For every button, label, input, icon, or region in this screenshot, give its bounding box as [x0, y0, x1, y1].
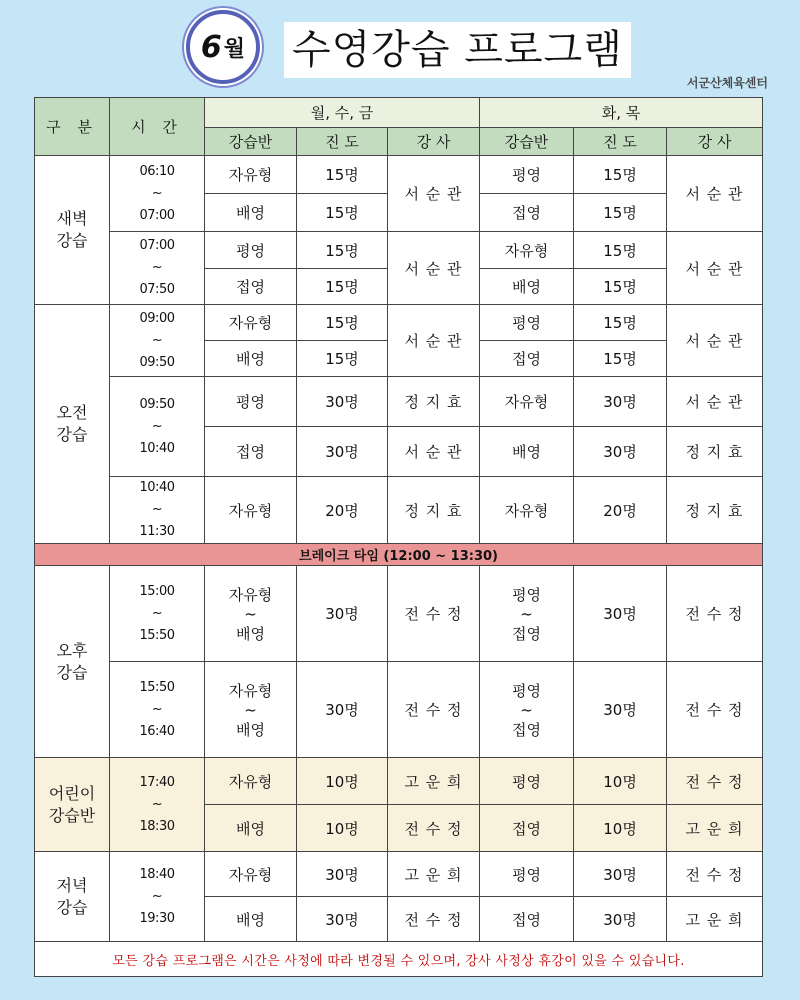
- header-time: 시 간: [110, 98, 205, 156]
- time-slot: 09:00 ~ 09:50: [110, 305, 205, 377]
- section-morning: 오전 강습: [35, 305, 110, 544]
- table-row: [35, 852, 763, 897]
- mwf-instructor: 서 순 관: [388, 156, 480, 232]
- mwf-class: 자유형: [205, 758, 297, 805]
- mwf-level: 15명: [297, 341, 388, 377]
- tt-class: 자유형: [480, 477, 574, 544]
- header-mwf-instructor: 강 사: [388, 128, 480, 156]
- header-mwf-level: 진 도: [297, 128, 388, 156]
- tt-level: 20명: [574, 477, 667, 544]
- tt-instructor: 서 순 관: [667, 232, 763, 305]
- mwf-class: 평영: [205, 232, 297, 269]
- mwf-instructor: 서 순 관: [388, 427, 480, 477]
- tt-level: 10명: [574, 805, 667, 852]
- time-slot: 15:00 ~ 15:50: [110, 566, 205, 662]
- tt-level: 30명: [574, 852, 667, 897]
- notice-row: [35, 942, 763, 977]
- tt-class: 평영: [480, 758, 574, 805]
- tt-instructor: 전 수 정: [667, 758, 763, 805]
- mwf-class: 자유형: [205, 477, 297, 544]
- mwf-class: 배영: [205, 341, 297, 377]
- tt-class: 배영: [480, 427, 574, 477]
- tt-class: 자유형: [480, 377, 574, 427]
- table-row: [35, 758, 763, 805]
- section-evening: 저녁 강습: [35, 852, 110, 942]
- table-row: [35, 566, 763, 662]
- header-tt-instructor: 강 사: [667, 128, 763, 156]
- tt-level: 30명: [574, 377, 667, 427]
- table-row: [35, 377, 763, 427]
- time-slot: 06:10 ~ 07:00: [110, 156, 205, 232]
- mwf-level: 10명: [297, 805, 388, 852]
- tt-instructor: 전 수 정: [667, 662, 763, 758]
- tt-class: 평영 ~ 접영: [480, 566, 574, 662]
- tt-instructor: 고 운 희: [667, 805, 763, 852]
- tt-class: 평영 ~ 접영: [480, 662, 574, 758]
- header-tt-level: 진 도: [574, 128, 667, 156]
- mwf-class: 배영: [205, 194, 297, 232]
- mwf-instructor: 전 수 정: [388, 897, 480, 942]
- tt-level: 15명: [574, 156, 667, 194]
- time-slot: 15:50 ~ 16:40: [110, 662, 205, 758]
- tt-instructor: 서 순 관: [667, 377, 763, 427]
- mwf-instructor: 서 순 관: [388, 305, 480, 377]
- time-slot: 10:40 ~ 11:30: [110, 477, 205, 544]
- mwf-class: 접영: [205, 269, 297, 305]
- mwf-level: 30명: [297, 662, 388, 758]
- month-badge: [186, 10, 260, 84]
- tt-class: 접영: [480, 341, 574, 377]
- tt-level: 10명: [574, 758, 667, 805]
- mwf-class: 자유형 ~ 배영: [205, 566, 297, 662]
- month-number: 6: [200, 29, 222, 65]
- mwf-class: 배영: [205, 897, 297, 942]
- table-row: [35, 477, 763, 544]
- mwf-instructor: 서 순 관: [388, 232, 480, 305]
- break-time-label: 브레이크 타임 (12:00 ~ 13:30): [35, 544, 763, 566]
- mwf-class: 자유형: [205, 156, 297, 194]
- section-kids: 어린이 강습반: [35, 758, 110, 852]
- mwf-instructor: 전 수 정: [388, 566, 480, 662]
- tt-instructor: 전 수 정: [667, 566, 763, 662]
- tt-instructor: 서 순 관: [667, 305, 763, 377]
- tt-instructor: 서 순 관: [667, 156, 763, 232]
- header-tt: 화, 목: [480, 98, 763, 128]
- tt-level: 15명: [574, 305, 667, 341]
- mwf-instructor: 전 수 정: [388, 805, 480, 852]
- time-slot: 07:00 ~ 07:50: [110, 232, 205, 305]
- table-row: [35, 156, 763, 194]
- mwf-level: 30명: [297, 897, 388, 942]
- mwf-class: 자유형: [205, 305, 297, 341]
- page-header: [0, 0, 800, 92]
- mwf-level: 15명: [297, 232, 388, 269]
- mwf-level: 15명: [297, 194, 388, 232]
- table-row: [35, 305, 763, 341]
- tt-level: 30명: [574, 427, 667, 477]
- mwf-level: 15명: [297, 156, 388, 194]
- tt-class: 접영: [480, 897, 574, 942]
- section-dawn: 새벽 강습: [35, 156, 110, 305]
- tt-class: 접영: [480, 194, 574, 232]
- mwf-instructor: 고 운 희: [388, 758, 480, 805]
- mwf-instructor: 정 지 효: [388, 477, 480, 544]
- tt-level: 15명: [574, 232, 667, 269]
- table-row: [35, 662, 763, 758]
- tt-level: 15명: [574, 194, 667, 232]
- tt-class: 접영: [480, 805, 574, 852]
- mwf-class: 자유형 ~ 배영: [205, 662, 297, 758]
- header-tt-class: 강습반: [480, 128, 574, 156]
- month-unit: 월: [223, 36, 246, 62]
- break-row: [35, 544, 763, 566]
- time-slot: 17:40 ~ 18:30: [110, 758, 205, 852]
- mwf-level: 30명: [297, 566, 388, 662]
- mwf-instructor: 고 운 희: [388, 852, 480, 897]
- mwf-level: 15명: [297, 305, 388, 341]
- section-afternoon: 오후 강습: [35, 566, 110, 758]
- page-title: 수영강습 프로그램: [284, 22, 631, 78]
- tt-class: 자유형: [480, 232, 574, 269]
- mwf-level: 30명: [297, 427, 388, 477]
- mwf-class: 평영: [205, 377, 297, 427]
- tt-class: 배영: [480, 269, 574, 305]
- header-category: 구 분: [35, 98, 110, 156]
- tt-class: 평영: [480, 305, 574, 341]
- tt-instructor: 정 지 효: [667, 477, 763, 544]
- mwf-level: 15명: [297, 269, 388, 305]
- tt-level: 15명: [574, 341, 667, 377]
- mwf-class: 자유형: [205, 852, 297, 897]
- tt-instructor: 정 지 효: [667, 427, 763, 477]
- table-row: [35, 232, 763, 269]
- tt-instructor: 고 운 희: [667, 897, 763, 942]
- mwf-instructor: 전 수 정: [388, 662, 480, 758]
- notice-text: 모든 강습 프로그램은 시간은 사정에 따라 변경될 수 있으며, 강사 사정상 휴강이 있을 수 있습니다.: [35, 942, 763, 977]
- mwf-class: 배영: [205, 805, 297, 852]
- tt-level: 30명: [574, 897, 667, 942]
- tt-class: 평영: [480, 156, 574, 194]
- time-slot: 18:40 ~ 19:30: [110, 852, 205, 942]
- tt-level: 30명: [574, 662, 667, 758]
- organization-name: 서군산체육센터: [686, 76, 768, 90]
- mwf-level: 10명: [297, 758, 388, 805]
- header-mwf-class: 강습반: [205, 128, 297, 156]
- mwf-instructor: 정 지 효: [388, 377, 480, 427]
- tt-level: 30명: [574, 566, 667, 662]
- schedule-table: [34, 97, 763, 977]
- header-mwf: 월, 수, 금: [205, 98, 480, 128]
- mwf-class: 접영: [205, 427, 297, 477]
- tt-instructor: 전 수 정: [667, 852, 763, 897]
- tt-level: 15명: [574, 269, 667, 305]
- tt-class: 평영: [480, 852, 574, 897]
- mwf-level: 30명: [297, 377, 388, 427]
- time-slot: 09:50 ~ 10:40: [110, 377, 205, 477]
- mwf-level: 30명: [297, 852, 388, 897]
- header-row-1: [35, 98, 763, 128]
- mwf-level: 20명: [297, 477, 388, 544]
